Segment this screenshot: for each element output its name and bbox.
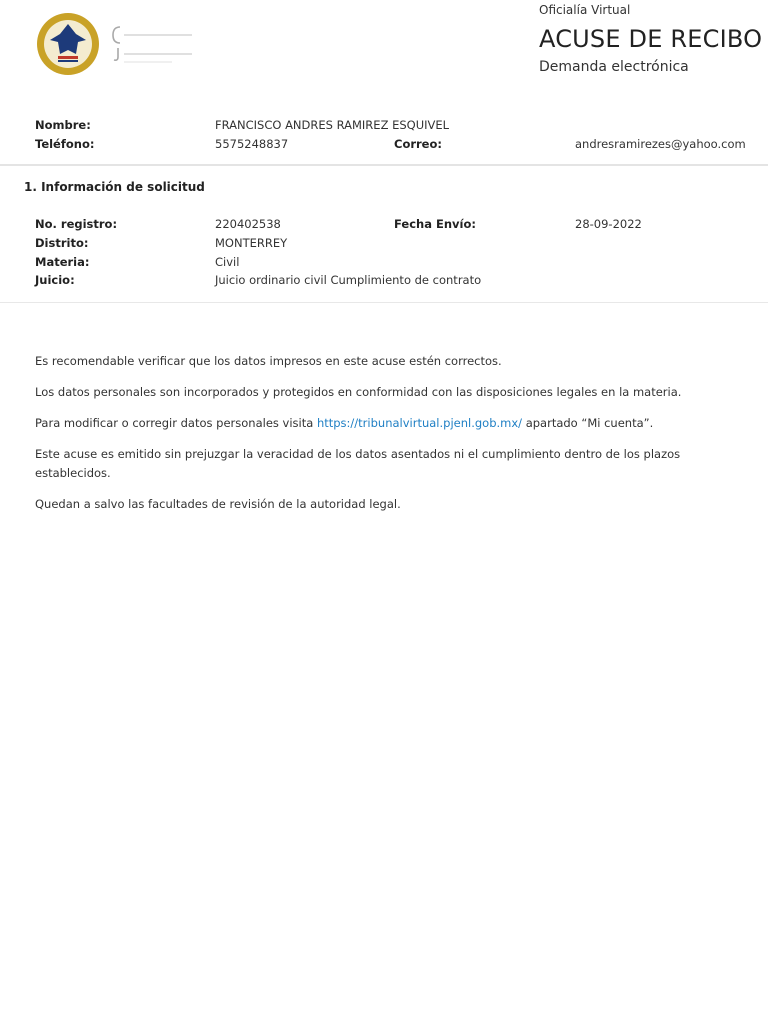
note-privacy: Los datos personales son incorporados y protegidos en conformidad con las disposiciones legales en la materia. [35,385,682,399]
name-label: Nombre: [35,118,91,132]
fecha-label: Fecha Envío: [394,217,476,231]
note-modify-suffix: apartado “Mi cuenta”. [522,416,654,430]
note-disclaimer: Este acuse es emitido sin prejuzgar la veracidad de los datos asentados ni el cumplimiento dentro de los plazos establecidos. [35,447,681,480]
poder-judicial-seal-icon [36,10,100,78]
divider [0,164,768,166]
page-title: ACUSE DE RECIBO [539,25,763,53]
tribunal-virtual-link[interactable]: https://tribunalvirtual.pjenl.gob.mx/ [316,416,523,430]
document-header [539,0,764,76]
distrito-value: MONTERREY [215,236,288,250]
registro-value: 220402538 [215,217,281,231]
materia-label: Materia: [35,255,90,269]
note-modify-text: Para modificar o corregir datos personales visita [35,416,317,430]
note-authority: Quedan a salvo las facultades de revisión de la autoridad legal. [35,497,401,511]
juicio-label: Juicio: [35,273,75,287]
section-title: 1. Información de solicitud [24,180,205,194]
fecha-value: 28-09-2022 [575,217,642,231]
email-label: Correo: [394,137,442,151]
registro-label: No. registro: [35,217,118,231]
name-value: FRANCISCO ANDRES RAMIREZ ESQUIVEL [215,118,450,132]
notes-section [35,352,755,526]
distrito-label: Distrito: [35,236,89,250]
email-value: andresramirezes@yahoo.com [575,137,746,151]
juicio-value: Juicio ordinario civil Cumplimiento de contrato [215,273,482,287]
document-type: Demanda electrónica [539,59,689,75]
divider [0,302,768,303]
office-name: Oficialía Virtual [539,3,631,17]
note-modify [35,414,755,433]
phone-value: 5575248837 [215,137,289,151]
consejo-judicatura-logo-icon [112,24,196,64]
phone-label: Teléfono: [35,137,95,151]
materia-value: Civil [215,255,240,269]
note-verify: Es recomendable verificar que los datos impresos en este acuse estén correctos. [35,354,502,368]
